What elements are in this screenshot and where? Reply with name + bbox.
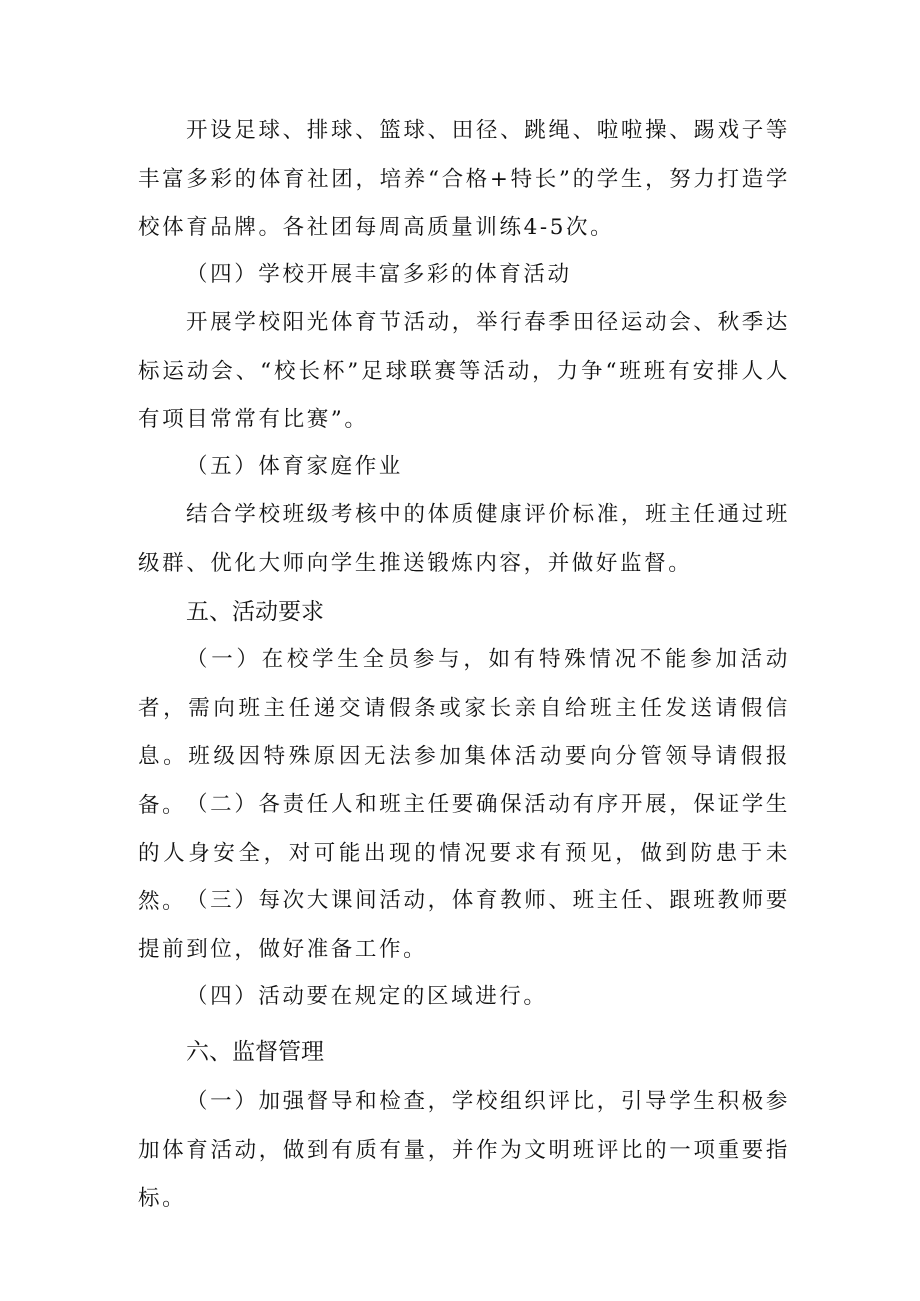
paragraph-requirement-4: （四）活动要在规定的区域进行。: [186, 984, 548, 1009]
paragraph-requirement-3: （三）每次大课间活动，体育教师、班主任、跟班教师要提前到位，做好准备工作。: [138, 888, 790, 962]
paragraph-requirement-2: （二）各责任人和班主任要确保活动有序开展，保证学生的人身安全，对可能出现的情况要求有预见，做到防患于未然。: [138, 792, 790, 915]
paragraph-requirement-1: （一）在校学生全员参与，如有特殊情况不能参加活动者，需向班主任递交请假条或家长亲自给班主任发送请假信息。班级因特殊原因无法参加集体活动要向分管领导请假报备。: [138, 647, 790, 818]
paragraph-sports-clubs: 开设足球、排球、篮球、田径、跳绳、啦啦操、踢戏子等丰富多彩的体育社团，培养“合格+特长”的学生，努力打造学校体育品牌。各社团每周高质量训练4-5次。: [138, 118, 790, 241]
subheading-sports-activities: （四）学校开展丰富多彩的体育活动: [186, 262, 572, 287]
section-heading-activity-requirements: 五、活动要求: [186, 599, 324, 625]
section-heading-supervision: 六、监督管理: [186, 1039, 324, 1065]
paragraph-sunshine-sports-festival: 开展学校阳光体育节活动，举行春季田径运动会、秋季达标运动会、“校长杯”足球联赛等活动，力争“班班有安排人人有项目常常有比赛”。: [138, 310, 790, 433]
subheading-sports-homework: （五）体育家庭作业: [186, 454, 403, 479]
paragraph-homework-details: 结合学校班级考核中的体质健康评价标准，班主任通过班级群、优化大师向学生推送锻炼内容，并做好监督。: [138, 502, 790, 576]
paragraph-supervision-1: （一）加强督导和检查，学校组织评比，引导学生积极参加体育活动，做到有质有量，并作为文明班评比的一项重要指标。: [138, 1089, 790, 1212]
